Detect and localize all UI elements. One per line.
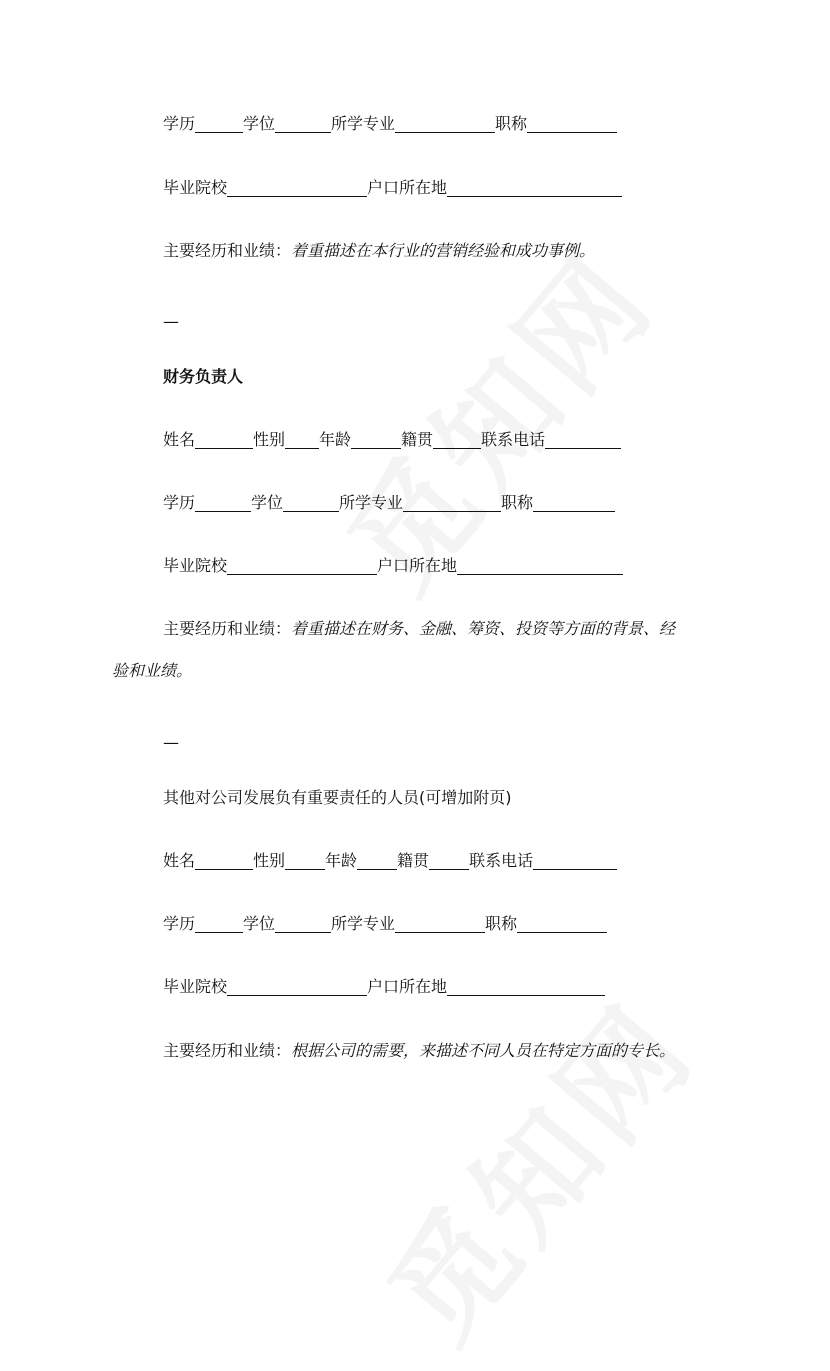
separator-dash: — [163,312,179,331]
experience-row [163,616,675,642]
hukou-blank[interactable] [447,975,605,996]
experience-label: 主要经历和业绩： [163,241,292,260]
education-blank[interactable] [195,491,251,512]
name-blank[interactable] [195,849,253,870]
title-label: 职称 [485,914,518,933]
major-blank[interactable] [395,912,485,933]
major-label: 所学专业 [339,493,404,512]
experience-desc: 着重描述在财务、金融、筹资、投资等方面的背景、经 [291,619,676,638]
degree-blank[interactable] [275,912,331,933]
info-row [163,427,621,453]
experience-row [163,238,595,264]
degree-label: 学位 [243,114,276,133]
title-blank[interactable] [533,491,615,512]
experience-desc: 着重描述在本行业的营销经验和成功事例。 [291,241,596,260]
hukou-label: 户口所在地 [367,178,448,197]
school-label: 毕业院校 [163,977,228,996]
major-blank[interactable] [395,112,495,133]
school-blank[interactable] [227,975,367,996]
section-heading-finance: 财务负责人 [163,367,244,386]
info-row [163,848,617,874]
age-label: 年龄 [319,430,352,449]
education-row [163,490,615,516]
title-label: 职称 [495,114,528,133]
education-blank[interactable] [195,112,243,133]
origin-blank[interactable] [429,849,469,870]
age-blank[interactable] [351,428,401,449]
name-blank[interactable] [195,428,253,449]
major-blank[interactable] [403,491,501,512]
title-label: 职称 [501,493,534,512]
gender-blank[interactable] [285,428,319,449]
school-label: 毕业院校 [163,556,228,575]
school-row [163,175,622,201]
education-label: 学历 [163,114,196,133]
origin-blank[interactable] [433,428,481,449]
major-label: 所学专业 [331,114,396,133]
phone-blank[interactable] [533,849,617,870]
degree-label: 学位 [251,493,284,512]
age-blank[interactable] [357,849,397,870]
name-label: 姓名 [163,430,196,449]
age-label: 年龄 [325,851,358,870]
phone-blank[interactable] [545,428,621,449]
experience-label: 主要经历和业绩： [163,1041,292,1060]
education-label: 学历 [163,914,196,933]
degree-blank[interactable] [275,112,331,133]
education-label: 学历 [163,493,196,512]
experience-row [163,1038,675,1064]
hukou-label: 户口所在地 [377,556,458,575]
phone-label: 联系电话 [469,851,534,870]
title-blank[interactable] [527,112,617,133]
school-row [163,974,605,1000]
gender-label: 性别 [253,430,286,449]
school-label: 毕业院校 [163,178,228,197]
major-label: 所学专业 [331,914,396,933]
phone-label: 联系电话 [481,430,546,449]
section-heading-others: 其他对公司发展负有重要责任的人员(可增加附页) [163,788,512,807]
separator-dash: — [163,733,179,752]
experience-desc: 根据公司的需要，来描述不同人员在特定方面的专长。 [291,1041,676,1060]
education-row [163,911,607,937]
experience-desc-continued: 验和业绩。 [112,661,193,680]
hukou-label: 户口所在地 [367,977,448,996]
origin-label: 籍贯 [401,430,434,449]
degree-label: 学位 [243,914,276,933]
school-blank[interactable] [227,554,377,575]
gender-blank[interactable] [285,849,325,870]
name-label: 姓名 [163,851,196,870]
education-row [163,111,617,137]
experience-label: 主要经历和业绩： [163,619,292,638]
origin-label: 籍贯 [397,851,430,870]
school-blank[interactable] [227,176,367,197]
degree-blank[interactable] [283,491,339,512]
hukou-blank[interactable] [447,176,622,197]
title-blank[interactable] [517,912,607,933]
education-blank[interactable] [195,912,243,933]
hukou-blank[interactable] [457,554,623,575]
gender-label: 性别 [253,851,286,870]
school-row [163,553,623,579]
watermark [344,961,726,1370]
